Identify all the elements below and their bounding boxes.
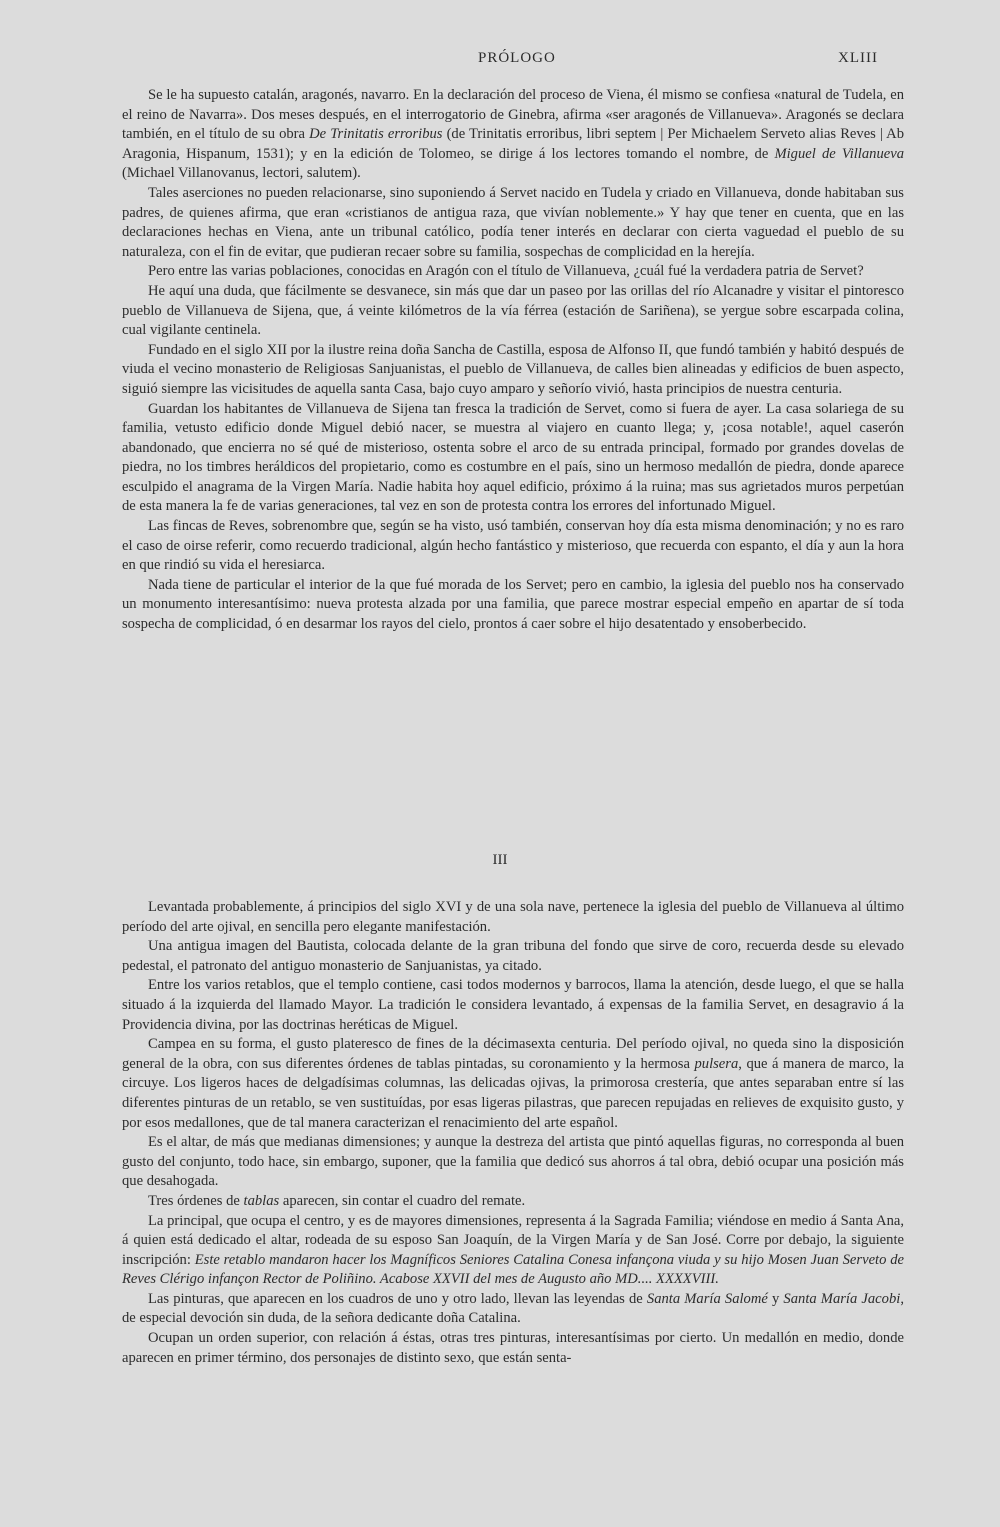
text-run: (Michael Villanovanus, lectori, salutem).	[122, 165, 361, 182]
text-run: Se le ha supuesto catalán, aragonés, navarro. En la declaración del proceso de Viena, él mismo se confiesa «natural de Tudela, en el reino de Navarra». Dos meses después, en el interrogatorio de Ginebra, afirma «ser aragonés de Villanueva». Aragonés se declara también, en el título de su obra	[122, 87, 904, 143]
paragraph	[122, 262, 904, 282]
text-run: (de Trinitatis erroribus, libri septem | Per Michaelem Serveto alias Reves | Ab Aragonia, Hispanum, 1531); y en la edición de Tolomeo, se dirige á los lectores tomando el nombre, de	[122, 126, 905, 162]
text-run: , que á manera de marco, la circuye. Los ligeros haces de delgadísimas columnas, las delicadas ojivas, la primorosa crestería, que antes separaban entre sí las diferentes pinturas de un retablo, se ven sustituídas, por esas ligeras pilastras, que parecen repujadas en relieves de exquisito gusto, y por esos medallones, que de tal manera caracterizan el renacimiento del arte español.	[122, 1055, 904, 1131]
text-run: Levantada probablemente, á principios del siglo XVI y de una sola nave, pertenece la iglesia del pueblo de Villanueva al último período del arte ojival, en sencilla pero elegante manifestación.	[122, 899, 904, 935]
paragraph	[122, 1212, 904, 1290]
italic-text: Miguel de Villanueva	[774, 145, 904, 162]
italic-text: pulsera	[694, 1055, 739, 1072]
italic-text: De Trinitatis erroribus	[309, 126, 443, 143]
paragraph	[122, 1192, 904, 1212]
text-run: Guardan los habitantes de Villanueva de Sijena tan fresca la tradición de Servet, como si fuera de ayer. La casa solariega de su familia, vetusto edificio donde Miguel debió nacer, se muestra al viajero en cuanto llega; y, ¡cosa notable!, aquel caserón abandonado, que encierra no sé qué de misterioso, ostenta sobre el arco de su entrada principal, formado por grandes dovelas de piedra, no los timbres heráldicos del propietario, como es costumbre en el país, sino un hermoso medallón de piedra, donde aparece esculpido el anagrama de la Virgen María. Nadie habita hoy aquel edificio, próximo á la ruina; mas sus agrietados muros perpetúan de esta manera la fe de varias generaciones, tal vez en son de protesta contra los errores del infortunado Miguel.	[122, 400, 904, 515]
paragraph	[122, 1133, 904, 1192]
paragraph	[122, 1290, 904, 1329]
paragraph	[122, 86, 904, 184]
text-run: He aquí una duda, que fácilmente se desvanece, sin más que dar un paseo por las orillas del río Alcanadre y visitar el pintoresco pueblo de Villanueva de Sijena, que, á veinte kilómetros de la vía férrea (estación de Sariñena), se yergue sobre escarpada colina, cual vigilante centinela.	[122, 282, 904, 339]
italic-text: tablas	[243, 1192, 280, 1209]
text-run: Las pinturas, que aparecen en los cuadros de uno y otro lado, llevan las leyendas de	[148, 1290, 647, 1307]
paragraph	[122, 184, 904, 262]
italic-text: Santa María Salomé	[646, 1290, 768, 1307]
text-run: aparecen, sin contar el cuadro del remate.	[279, 1192, 526, 1209]
paragraph	[122, 341, 904, 400]
text-run: Es el altar, de más que medianas dimensiones; y aunque la destreza del artista que pintó aquellas figuras, no corresponda al buen gusto del conjunto, todo hace, sin embargo, suponer, que la familia que dedicó sus ahorros á tal obra, debió ocupar una posición más que desahogada.	[122, 1134, 904, 1190]
text-run: Campea en su forma, el gusto plateresco de fines de la décimasexta centuria. Del período ojival, no queda sino la disposición general de la obra, con sus diferentes órdenes de tablas pintadas, su coronamiento y la hermosa	[122, 1036, 904, 1072]
text-run: Entre los varios retablos, que el templo contiene, casi todos modernos y barrocos, llama la atención, desde luego, el que se halla situado á la izquierda del llamado Mayor. La tradición le considera levantado, á expensas de la familia Servet, en desagravio á la Providencia divina, por las doctrinas heréticas de Miguel.	[122, 977, 904, 1033]
text-block-section-iii	[122, 898, 904, 1368]
paragraph	[122, 400, 904, 518]
text-run: , de especial devoción sin duda, de la señora dedicante doña Catalina.	[122, 1290, 904, 1327]
paragraph	[122, 282, 904, 341]
text-run: y	[767, 1290, 784, 1307]
paragraph	[122, 576, 904, 635]
text-run: Tres órdenes de	[148, 1192, 244, 1209]
paragraph	[122, 517, 904, 576]
paragraph	[122, 898, 904, 937]
text-block-before-section	[122, 86, 904, 635]
text-run: Tales aserciones no pueden relacionarse, sino suponiendo á Servet nacido en Tudela y criado en Villanueva, donde habitaban sus padres, de quienes afirma, que eran «cristianos de antigua raza, que vivían noblemente.» Y hay que tener en cuenta, que en las declaraciones hechas en Viena, ante un tribunal católico, podía tener interés en declarar con cierta vaguedad el pueblo de su naturaleza, con el fin de evitar, que pudieran recaer sobre su familia, sospechas de complicidad en la herejía.	[122, 184, 904, 260]
text-run: Pero entre las varias poblaciones, conocidas en Aragón con el título de Villanueva, ¿cuál fué la verdadera patria de Servet?	[148, 263, 864, 280]
paragraph	[122, 1329, 904, 1368]
page-number: XLIII	[838, 50, 878, 66]
italic-text: Santa María Jacobi	[783, 1290, 901, 1307]
running-title: PRÓLOGO	[478, 50, 556, 66]
text-run: La principal, que ocupa el centro, y es de mayores dimensiones, representa á la Sagrada Familia; viéndose en medio á Santa Ana, á quien está dedicado el altar, rodeada de su esposo San Joaquín, de la Virgen María y de San José. Corre por debajo, la siguiente inscripción:	[122, 1212, 904, 1268]
text-run: Una antigua imagen del Bautista, colocada delante de la gran tribuna del fondo que sirve de coro, recuerda desde su elevado pedestal, el patronato del antiguo monasterio de Sanjuanistas, ya citado.	[122, 938, 904, 974]
paragraph	[122, 976, 904, 1035]
paragraph	[122, 1035, 904, 1133]
text-run: Las fincas de Reves, sobrenombre que, según se ha visto, usó también, conservan hoy día esta misma denominación; y no es raro el caso de oirse referir, como recuerdo tradicional, algún hecho fantástico y misterioso, que recuerda con espanto, el día y aun la hora en que rindió su vida el heresiarca.	[122, 518, 904, 574]
text-run: Fundado en el siglo XII por la ilustre reina doña Sancha de Castilla, esposa de Alfonso II, que fundó también y habitó después de viuda el vecino monasterio de Religiosas Sanjuanistas, el pueblo de Villanueva, de calles bien alineadas y edificios de buen aspecto, siguió siempre las vicisitudes de aquella santa Casa, bajo cuyo amparo y señorío vivió, hasta principios de nuestra centuria.	[122, 341, 904, 397]
text-run: Ocupan un orden superior, con relación á éstas, otras tres pinturas, interesantísimas por cierto. Un medallón en medio, donde aparecen en primer término, dos personajes de distinto sexo, que están senta-	[122, 1330, 904, 1366]
text-run: Nada tiene de particular el interior de la que fué morada de los Servet; pero en cambio, la iglesia del pueblo nos ha conservado un monumento interesantísimo: nueva protesta alzada por una familia, que parece mostrar especial empeño en apartar de sí toda sospecha de complicidad, ó en desarmar los rayos del cielo, prontos á caer sobre el hijo desatentado y ensoberbecido.	[122, 576, 904, 633]
italic-text: Este retablo mandaron hacer los Magníficos Seniores Catalina Conesa infançona viuda y su hijo Mosen Juan Serveto de Reves Clérigo infançon Rector de Poliñino. Acabose XXVII del mes de Augusto año MD.... XXXXVIII.	[122, 1251, 904, 1288]
section-heading: III	[492, 852, 508, 868]
paragraph	[122, 937, 904, 976]
running-header	[0, 50, 1000, 72]
